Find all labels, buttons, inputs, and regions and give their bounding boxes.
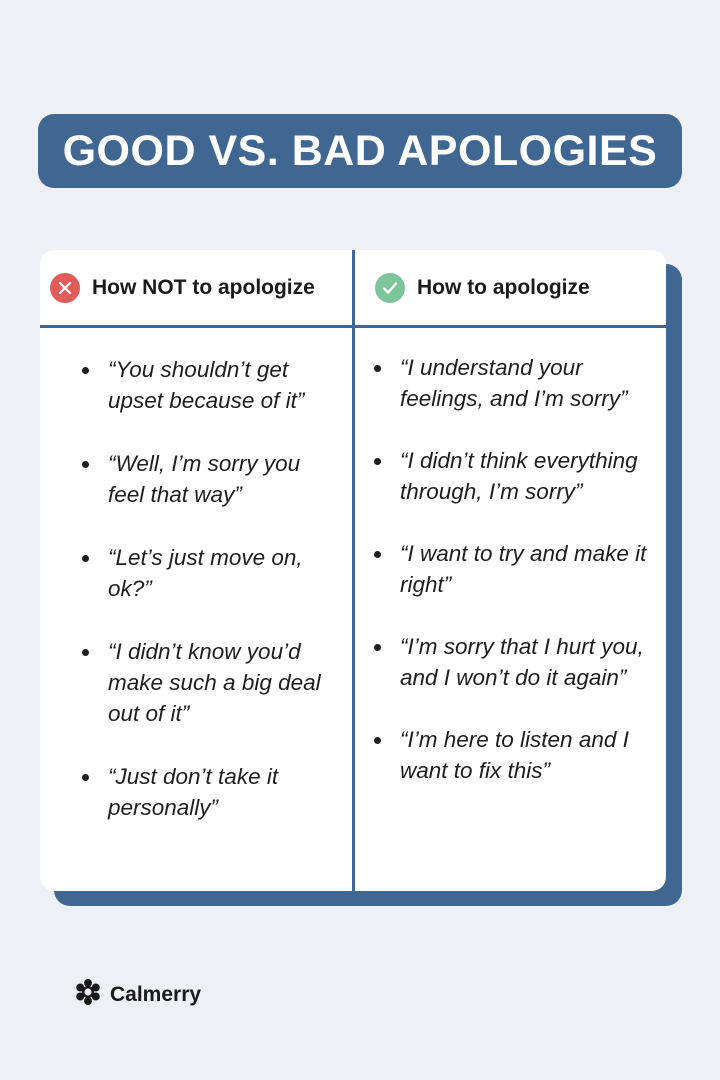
column-divider <box>352 250 355 891</box>
good-apology-list <box>374 352 659 817</box>
bad-column-title: How NOT to apologize <box>92 275 315 299</box>
list-item: “I want to try and make it right” <box>374 538 659 600</box>
title-banner <box>38 114 682 188</box>
bad-apology-list <box>82 354 342 855</box>
page-title: GOOD VS. BAD APOLOGIES <box>62 126 658 175</box>
list-item: “Let’s just move on, ok?” <box>82 542 342 604</box>
comparison-card <box>40 250 666 891</box>
check-mark-icon <box>375 273 405 303</box>
header-divider <box>40 325 666 328</box>
list-item: “I’m here to listen and I want to fix this” <box>374 724 659 786</box>
list-item: “I didn’t think everything through, I’m sorry” <box>374 445 659 507</box>
bad-column-header <box>50 250 350 325</box>
list-item: “I didn’t know you’d make such a big deal out of it” <box>82 636 342 729</box>
list-item: “Just don’t take it personally” <box>82 761 342 823</box>
list-item: “I understand your feelings, and I’m sorry” <box>374 352 659 414</box>
brand-name: Calmerry <box>110 982 202 1006</box>
flower-logo-icon <box>74 978 102 1011</box>
brand-logo <box>74 978 201 1011</box>
x-mark-icon <box>50 273 80 303</box>
list-item: “I’m sorry that I hurt you, and I won’t do it again” <box>374 631 659 693</box>
list-item: “Well, I’m sorry you feel that way” <box>82 448 342 510</box>
list-item: “You shouldn’t get upset because of it” <box>82 354 342 416</box>
good-column-title: How to apologize <box>417 275 590 299</box>
good-column-header <box>375 250 655 325</box>
